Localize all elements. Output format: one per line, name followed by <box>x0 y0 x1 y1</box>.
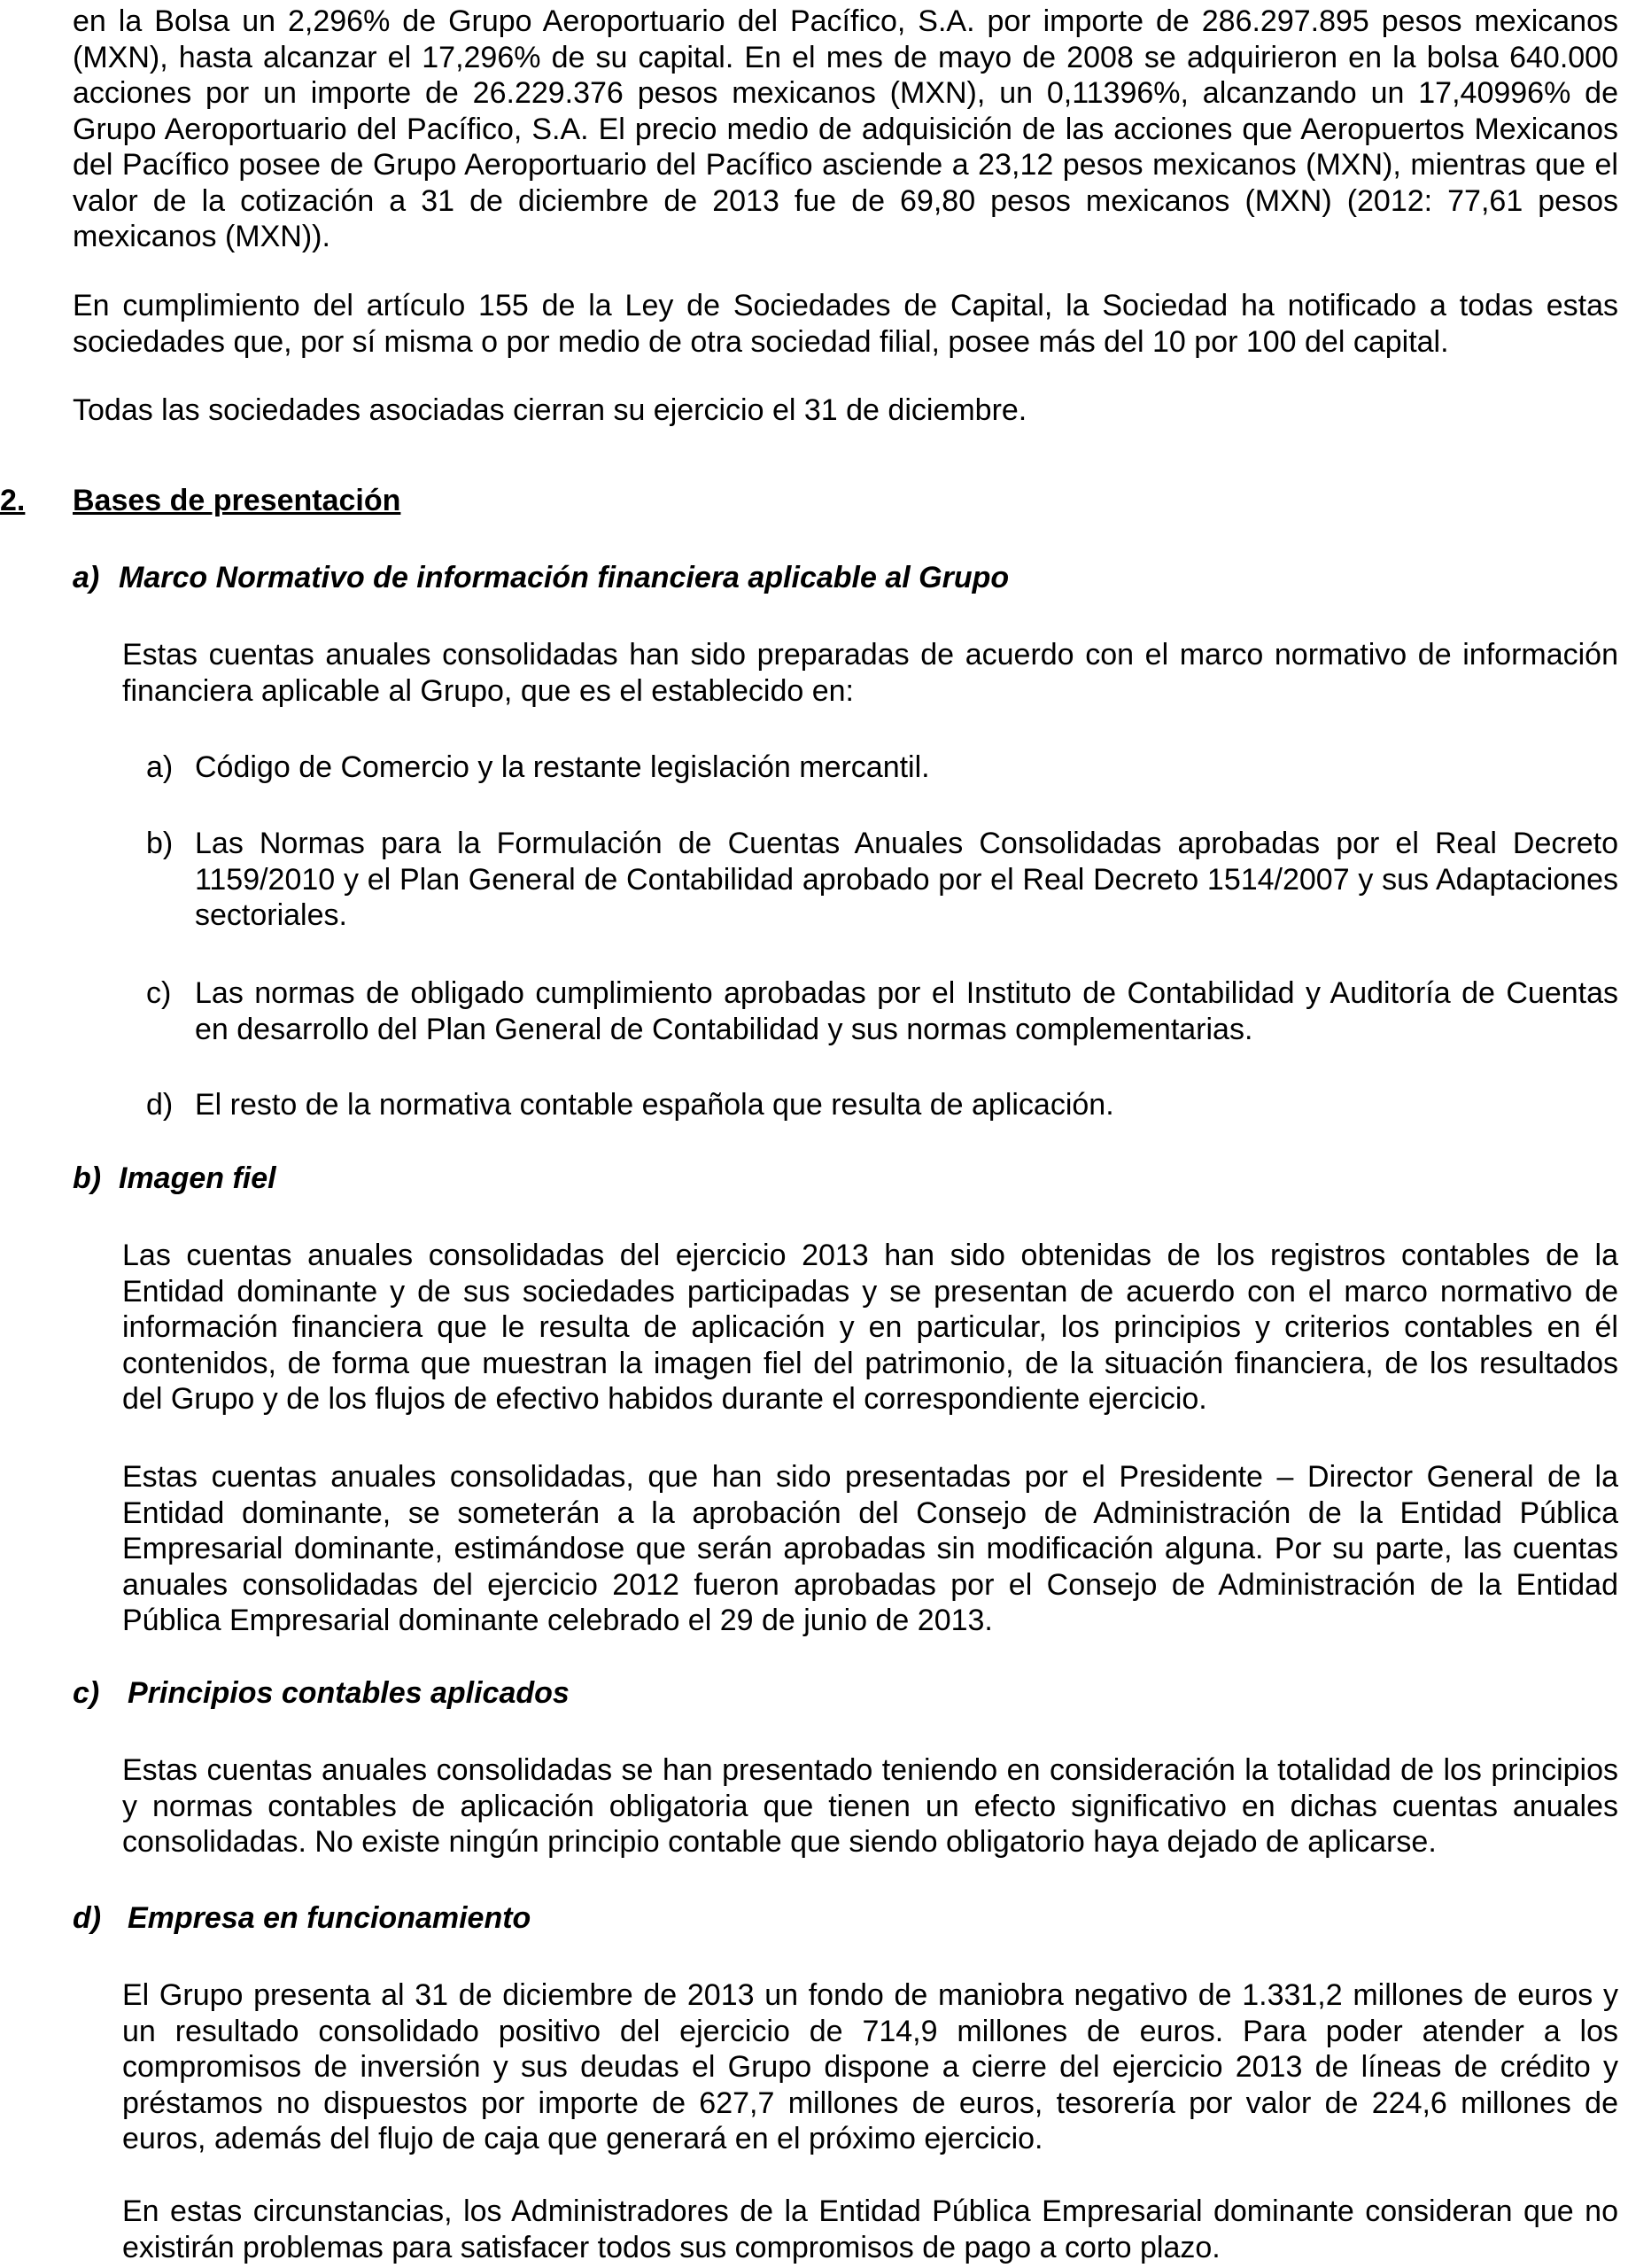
subsection-b-letter: b) <box>73 1161 102 1195</box>
section-title: Bases de presentación <box>73 484 401 517</box>
subsection-a-title: Marco Normativo de información financiera aplicable al Grupo <box>119 561 1010 594</box>
subsection-b-heading <box>73 1161 276 1197</box>
list-item <box>146 975 1618 1047</box>
list-item-text: Las Normas para la Formulación de Cuentas Anuales Consolidadas aprobadas por el Real Decreto 1159/2010 y el Plan General de Contabilidad aprobado por el Real Decreto 1514/2007 y sus Adaptaciones sectoriales. <box>195 827 1618 932</box>
list-item-text: El resto de la normativa contable española que resulta de aplicación. <box>195 1088 1114 1122</box>
list-item-marker: b) <box>146 827 174 860</box>
subsection-a-paragraph: Estas cuentas anuales consolidadas han sido preparadas de acuerdo con el marco normativo de información financiera aplicable al Grupo, que es el establecido en: <box>122 638 1618 708</box>
list-item <box>146 1087 1618 1123</box>
list-item <box>146 750 1618 786</box>
subsection-d-paragraph-1: El Grupo presenta al 31 de diciembre de 2013 un fondo de maniobra negativo de 1.331,2 millones de euros y un resultado consolidado positivo del ejercicio de 714,9 millones de euros. Para poder atender a los compromisos de inversión y sus deudas el Grupo dispone a cierre del ejercicio 2013 de líneas de crédito y préstamos no dispuestos por importe de 627,7 millones de euros, tesorería por valor de 224,6 millones de euros, además del flujo de caja que generará en el próximo ejercicio. <box>122 1978 1618 2155</box>
list-item-marker: c) <box>146 976 172 1010</box>
subsection-b-paragraph-2: Estas cuentas anuales consolidadas, que han sido presentadas por el Presidente – Director General de la Entidad dominante, se someterán a la aprobación del Consejo de Administración de la Entidad Pública Empresarial dominante, estimándose que serán aprobadas sin modificación alguna. Por su parte, las cuentas anuales consolidadas del ejercicio 2012 fueron aprobadas por el Consejo de Administración de la Entidad Pública Empresarial dominante celebrado el 29 de junio de 2013. <box>122 1460 1618 1637</box>
subsection-d-paragraph-2: En estas circunstancias, los Administradores de la Entidad Pública Empresarial dominante consideran que no existirán problemas para satisfacer todos sus compromisos de pago a corto plazo. <box>122 2194 1618 2264</box>
subsection-a-letter: a) <box>73 561 100 594</box>
subsection-d-title: Empresa en funcionamiento <box>128 1901 531 1935</box>
list-item-marker: a) <box>146 750 174 784</box>
section-heading <box>0 483 400 519</box>
subsection-a-heading <box>73 560 1009 596</box>
list-item-text: Código de Comercio y la restante legislación mercantil. <box>195 750 930 784</box>
list-item <box>146 826 1618 934</box>
subsection-c-heading <box>73 1675 570 1712</box>
subsection-c-paragraph: Estas cuentas anuales consolidadas se han presentado teniendo en consideración la totalidad de los principios y normas contables de aplicación obligatoria que tienen un efecto significativo en dichas cuentas anuales consolidadas. No existe ningún principio contable que siendo obligatorio haya dejado de aplicarse. <box>122 1753 1618 1859</box>
intro-paragraph-2: En cumplimiento del artículo 155 de la Ley de Sociedades de Capital, la Sociedad ha notificado a todas estas sociedades que, por sí misma o por medio de otra sociedad filial, posee más del 10 por 100 del capital. <box>73 289 1618 359</box>
intro-paragraph-3: Todas las sociedades asociadas cierran su ejercicio el 31 de diciembre. <box>73 393 1027 427</box>
subsection-b-paragraph-1: Las cuentas anuales consolidadas del ejercicio 2013 han sido obtenidas de los registros contables de la Entidad dominante y de sus sociedades participadas y se presentan de acuerdo con el marco normativo de información financiera que le resulta de aplicación y en particular, los principios y criterios contables en él contenidos, de forma que muestran la imagen fiel del patrimonio, de la situación financiera, de los resultados del Grupo y de los flujos de efectivo habidos durante el correspondiente ejercicio. <box>122 1239 1618 1416</box>
subsection-c-title: Principios contables aplicados <box>128 1676 570 1710</box>
section-number: 2. <box>0 484 26 517</box>
subsection-d-letter: d) <box>73 1901 102 1935</box>
subsection-c-letter: c) <box>73 1676 100 1710</box>
list-item-marker: d) <box>146 1088 174 1122</box>
subsection-b-title: Imagen fiel <box>119 1161 276 1195</box>
intro-paragraph-1: en la Bolsa un 2,296% de Grupo Aeroportuario del Pacífico, S.A. por importe de 286.297.895 pesos mexicanos (MXN), hasta alcanzar el 17,296% de su capital. En el mes de mayo de 2008 se adquirieron en la bolsa 640.000 acciones por un importe de 26.229.376 pesos mexicanos (MXN), un 0,11396%, alcanzando un 17,40996% de Grupo Aeroportuario del Pacífico, S.A. El precio medio de adquisición de las acciones que Aeropuertos Mexicanos del Pacífico posee de Grupo Aeroportuario del Pacífico asciende a 23,12 pesos mexicanos (MXN), mientras que el valor de la cotización a 31 de diciembre de 2013 fue de 69,80 pesos mexicanos (MXN) (2012: 77,61 pesos mexicanos (MXN)). <box>73 4 1618 253</box>
list-item-text: Las normas de obligado cumplimiento aprobadas por el Instituto de Contabilidad y Auditoría de Cuentas en desarrollo del Plan General de Contabilidad y sus normas complementarias. <box>195 976 1618 1046</box>
subsection-d-heading <box>73 1900 531 1937</box>
